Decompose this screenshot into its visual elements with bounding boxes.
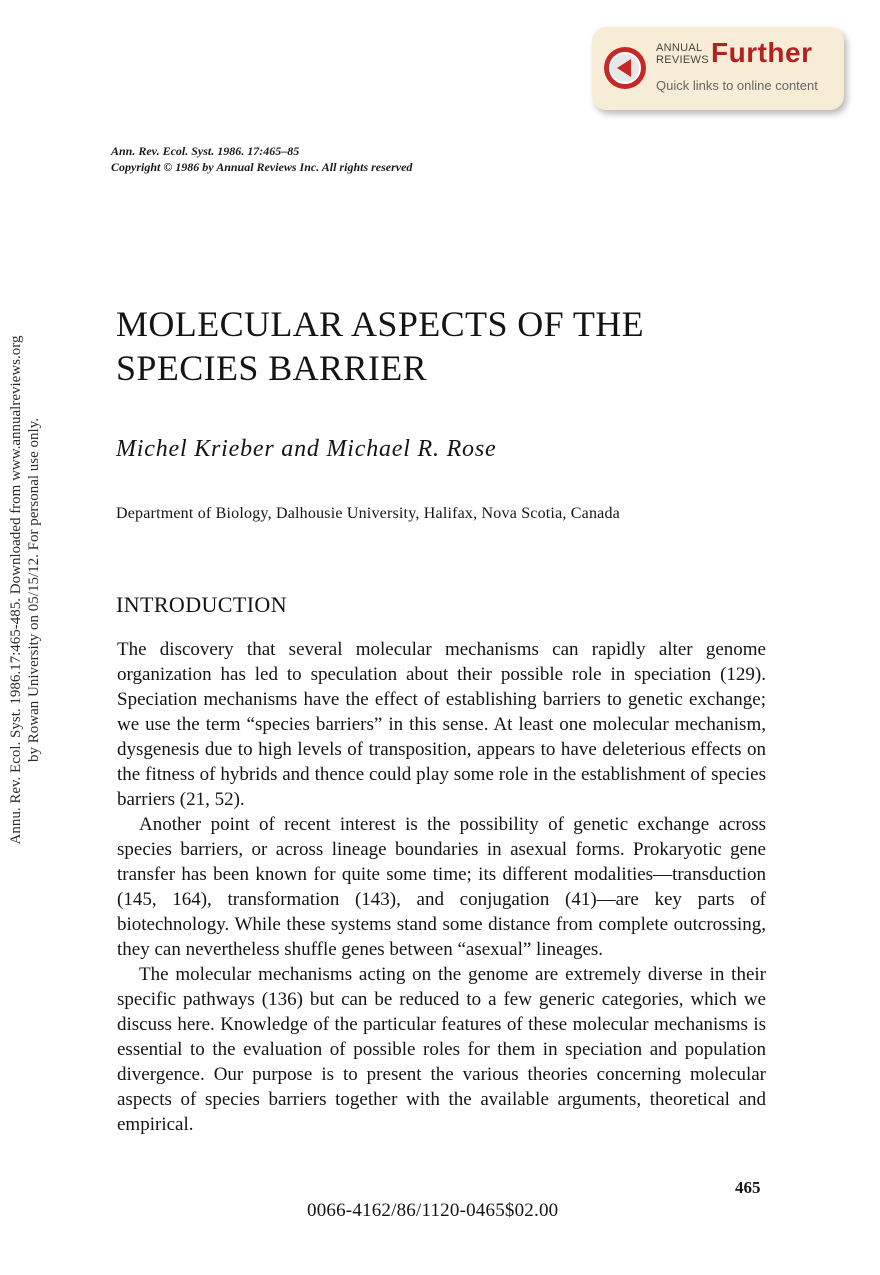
journal-header [111, 143, 412, 175]
watermark-line-2: by Rowan University on 05/15/12. For personal use only. [26, 418, 42, 763]
play-left-icon [603, 46, 647, 90]
paragraph: The discovery that several molecular mechanisms can rapidly alter genome organization has led to speculation about their possible role in speciation (129). Speciation mechanisms have the effect of establishing barriers to genetic exchange; we use the term “species barriers” in this sense. At least one molecular mechanism, dysgenesis due to high levels of transposition, appears to have deleterious effects on the fitness of hybrids and thence could play some role in the establishment of species barriers (21, 52). [117, 639, 766, 810]
annual-reviews-logo: ANNUAL REVIEWS [656, 42, 709, 66]
introduction-body [117, 637, 766, 1137]
copyright-line: Copyright © 1986 by Annual Reviews Inc. All rights reserved [111, 160, 413, 174]
author-affiliation: Department of Biology, Dalhousie University, Halifax, Nova Scotia, Canada [116, 505, 620, 522]
paragraph: The molecular mechanisms acting on the genome are extremely diverse in their specific pathways (136) but can be reduced to a few generic categories, which we discuss here. Knowledge of the particular features of these molecular mechanisms is essential to the evaluation of possible roles for them in speciation and population divergence. Our purpose is to present the various theories concerning molecular aspects of species barriers together with the available arguments, theoretical and empirical. [117, 964, 766, 1135]
further-label: Further [711, 37, 813, 68]
quick-links-text: Quick links to online content [656, 78, 818, 93]
watermark-line-1: Annu. Rev. Ecol. Syst. 1986.17:465-485. Downloaded from www.annualreviews.org [8, 335, 24, 845]
page-number: 465 [735, 1178, 761, 1197]
paragraph: Another point of recent interest is the possibility of genetic exchange across species barriers, or across lineage boundaries in asexual forms. Prokaryotic gene transfer has been known for quite some time; its different modalities—transduction (145, 164), transformation (143), and conjugation (41)—are key parts of biotechnology. While these systems stand some distance from complete outcrossing, they can nevertheless shuffle genes between “asexual” lineages. [117, 814, 766, 960]
journal-citation: Ann. Rev. Ecol. Syst. 1986. 17:465–85 [111, 144, 300, 158]
further-badge[interactable] [592, 27, 844, 110]
section-heading: INTRODUCTION [116, 592, 288, 617]
article-code: 0066-4162/86/1120-0465$02.00 [307, 1200, 559, 1221]
article-title: MOLECULAR ASPECTS OF THE SPECIES BARRIER [116, 304, 645, 388]
article-authors: Michel Krieber and Michael R. Rose [116, 436, 497, 462]
download-watermark [0, 0, 50, 1275]
